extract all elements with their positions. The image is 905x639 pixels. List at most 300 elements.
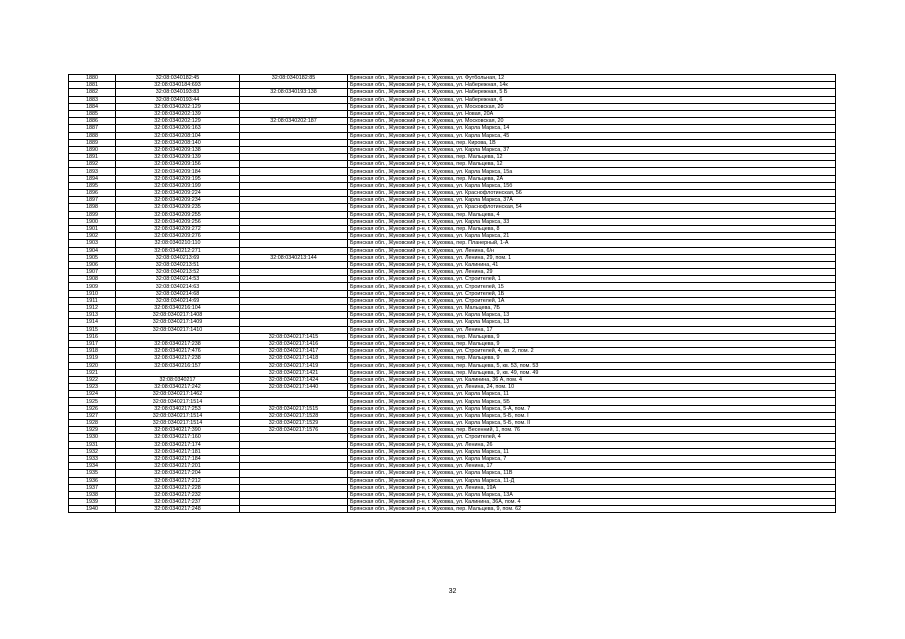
address-cell: Брянская обл., Жуковский р-н, г. Жуковка, пер. Мальцева, 4	[348, 211, 836, 218]
row-number-cell: 1936	[69, 477, 116, 484]
table-row	[69, 225, 836, 232]
related-cadastral-number-cell	[240, 434, 348, 441]
cadastral-number-cell: 32:08:0340193:44	[116, 96, 240, 103]
address-cell: Брянская обл., Жуковский р-н, г. Жуковка, ул. Карла Маркса, 11-Д	[348, 477, 836, 484]
address-cell: Брянская обл., Жуковский р-н, г. Жуковка, ул. Строителей, 4, кв. 2, пом. 2	[348, 348, 836, 355]
table-row	[69, 326, 836, 333]
cadastral-number-cell: 32:08:0340213:69	[116, 254, 240, 261]
related-cadastral-number-cell	[240, 305, 348, 312]
row-number-cell: 1932	[69, 448, 116, 455]
row-number-cell: 1927	[69, 412, 116, 419]
row-number-cell: 1912	[69, 305, 116, 312]
row-number-cell: 1895	[69, 182, 116, 189]
row-number-cell: 1887	[69, 125, 116, 132]
related-cadastral-number-cell: 32:08:0340217:1576	[240, 427, 348, 434]
related-cadastral-number-cell	[240, 276, 348, 283]
row-number-cell: 1890	[69, 146, 116, 153]
address-cell: Брянская обл., Жуковский р-н, г. Жуковка, ул. Краснофлотинская, 54	[348, 204, 836, 211]
address-cell: Брянская обл., Жуковский р-н, г. Жуковка, ул. Карла Маркса, 5-Б, пом. II	[348, 420, 836, 427]
row-number-cell: 1901	[69, 225, 116, 232]
related-cadastral-number-cell	[240, 146, 348, 153]
table-row	[69, 118, 836, 125]
cadastral-number-cell: 32:08:0340214:53	[116, 276, 240, 283]
related-cadastral-number-cell	[240, 491, 348, 498]
address-cell: Брянская обл., Жуковский р-н, г. Жуковка, пер. Мальцева, 9, пом. 62	[348, 506, 836, 513]
row-number-cell: 1903	[69, 240, 116, 247]
table-row	[69, 455, 836, 462]
page-number: 32	[448, 588, 457, 595]
related-cadastral-number-cell	[240, 261, 348, 268]
row-number-cell: 1923	[69, 384, 116, 391]
cadastral-number-cell: 32:08:0340208:104	[116, 132, 240, 139]
address-cell: Брянская обл., Жуковский р-н, г. Жуковка, ул. Строителей, 1	[348, 276, 836, 283]
address-cell: Брянская обл., Жуковский р-н, г. Жуковка, ул. Московская, 20	[348, 118, 836, 125]
row-number-cell: 1893	[69, 168, 116, 175]
row-number-cell: 1907	[69, 269, 116, 276]
table-row	[69, 340, 836, 347]
cadastral-number-cell: 32:08:0340214:69	[116, 297, 240, 304]
row-number-cell: 1899	[69, 211, 116, 218]
address-cell: Брянская обл., Жуковский р-н, г. Жуковка, пер. Мальцева, 2А	[348, 175, 836, 182]
related-cadastral-number-cell	[240, 139, 348, 146]
table-row	[69, 305, 836, 312]
related-cadastral-number-cell: 32:08:0340217:1415	[240, 333, 348, 340]
address-cell: Брянская обл., Жуковский р-н, г. Жуковка, пер. Мальцева, 5, кв. 53, пом. 53	[348, 362, 836, 369]
table-row	[69, 154, 836, 161]
table-row	[69, 82, 836, 89]
related-cadastral-number-cell	[240, 247, 348, 254]
address-cell: Брянская обл., Жуковский р-н, г. Жуковка, ул. Ленина, 6/н	[348, 247, 836, 254]
address-cell: Брянская обл., Жуковский р-н, г. Жуковка, ул. Карла Маркса, 15б	[348, 182, 836, 189]
address-cell: Брянская обл., Жуковский р-н, г. Жуковка, ул. Карла Маркса, 33	[348, 218, 836, 225]
address-cell: Брянская обл., Жуковский р-н, г. Жуковка, ул. Ленина, 29, пом. 1	[348, 254, 836, 261]
table-row	[69, 283, 836, 290]
related-cadastral-number-cell: 32:08:0340217:1416	[240, 340, 348, 347]
row-number-cell: 1914	[69, 319, 116, 326]
cadastral-number-cell: 32:08:0340217:1410	[116, 326, 240, 333]
table-row	[69, 427, 836, 434]
row-number-cell: 1891	[69, 154, 116, 161]
related-cadastral-number-cell	[240, 283, 348, 290]
cadastral-number-cell: 32:08:0340209:195	[116, 175, 240, 182]
row-number-cell: 1902	[69, 233, 116, 240]
row-number-cell: 1884	[69, 103, 116, 110]
cadastral-number-cell: 32:08:0340217:1514	[116, 420, 240, 427]
table-row	[69, 125, 836, 132]
cadastral-number-cell: 32:08:0340182:45	[116, 75, 240, 82]
related-cadastral-number-cell	[240, 125, 348, 132]
table-row	[69, 491, 836, 498]
row-number-cell: 1900	[69, 218, 116, 225]
row-number-cell: 1919	[69, 355, 116, 362]
row-number-cell: 1926	[69, 405, 116, 412]
row-number-cell: 1882	[69, 89, 116, 96]
row-number-cell: 1889	[69, 139, 116, 146]
row-number-cell: 1915	[69, 326, 116, 333]
row-number-cell: 1920	[69, 362, 116, 369]
table-row	[69, 146, 836, 153]
table-row	[69, 89, 836, 96]
related-cadastral-number-cell	[240, 240, 348, 247]
row-number-cell: 1886	[69, 118, 116, 125]
related-cadastral-number-cell: 32:08:0340217:1515	[240, 405, 348, 412]
table-row	[69, 434, 836, 441]
row-number-cell: 1928	[69, 420, 116, 427]
address-cell: Брянская обл., Жуковский р-н, г. Жуковка, ул. Карла Маркса, 11	[348, 448, 836, 455]
cadastral-number-cell: 32:08:0340217:212	[116, 477, 240, 484]
table-row	[69, 233, 836, 240]
address-cell: Брянская обл., Жуковский р-н, г. Жуковка, пер. Весенний, 1, пом. 76	[348, 427, 836, 434]
related-cadastral-number-cell	[240, 182, 348, 189]
cadastral-number-cell	[116, 333, 240, 340]
table-row	[69, 391, 836, 398]
cadastral-number-cell: 32:08:0340217:476	[116, 348, 240, 355]
address-cell: Брянская обл., Жуковский р-н, г. Жуковка, ул. Набережная, 6	[348, 96, 836, 103]
table-row	[69, 499, 836, 506]
cadastral-number-cell: 32:08:0340217:204	[116, 470, 240, 477]
row-number-cell: 1905	[69, 254, 116, 261]
cadastral-number-cell: 32:08:0340217:181	[116, 448, 240, 455]
table-row	[69, 168, 836, 175]
related-cadastral-number-cell	[240, 506, 348, 513]
row-number-cell: 1913	[69, 312, 116, 319]
related-cadastral-number-cell: 32:08:0340217:1418	[240, 355, 348, 362]
cadastral-number-cell: 32:08:0340209:255	[116, 211, 240, 218]
address-cell: Брянская обл., Жуковский р-н, г. Жуковка, ул. Карла Маркса, 21	[348, 233, 836, 240]
table-row	[69, 247, 836, 254]
row-number-cell: 1938	[69, 491, 116, 498]
address-cell: Брянская обл., Жуковский р-н, г. Жуковка, ул. Калинина, 36 А, пом. 4	[348, 376, 836, 383]
related-cadastral-number-cell	[240, 290, 348, 297]
address-cell: Брянская обл., Жуковский р-н, г. Жуковка, ул. Набережная, 14к	[348, 82, 836, 89]
table-row	[69, 96, 836, 103]
cadastral-number-cell: 32:08:0340202:129	[116, 103, 240, 110]
row-number-cell: 1904	[69, 247, 116, 254]
row-number-cell: 1924	[69, 391, 116, 398]
address-cell: Брянская обл., Жуковский р-н, г. Жуковка, пер. Мальцева, 12	[348, 161, 836, 168]
related-cadastral-number-cell	[240, 110, 348, 117]
table-row	[69, 132, 836, 139]
row-number-cell: 1897	[69, 197, 116, 204]
related-cadastral-number-cell	[240, 391, 348, 398]
row-number-cell: 1894	[69, 175, 116, 182]
cadastral-number-cell: 32:08:0340209:156	[116, 161, 240, 168]
cadastral-number-cell: 32:08:0340217:237	[116, 499, 240, 506]
address-cell: Брянская обл., Жуковский р-н, г. Жуковка, ул. Карла Маркса, 14	[348, 125, 836, 132]
address-cell: Брянская обл., Жуковский р-н, г. Жуковка, ул. Ленина, 17	[348, 326, 836, 333]
cadastral-number-cell	[116, 369, 240, 376]
address-cell: Брянская обл., Жуковский р-н, г. Жуковка, ул. Карла Маркса, 11В	[348, 470, 836, 477]
row-number-cell: 1922	[69, 376, 116, 383]
table-row	[69, 290, 836, 297]
cadastral-number-cell: 32:08:0340209:235	[116, 204, 240, 211]
related-cadastral-number-cell	[240, 218, 348, 225]
related-cadastral-number-cell: 32:08:0340202:187	[240, 118, 348, 125]
cadastral-number-cell: 32:08:0340212:271	[116, 247, 240, 254]
address-cell: Брянская обл., Жуковский р-н, г. Жуковка, ул. Московская, 20	[348, 103, 836, 110]
related-cadastral-number-cell: 32:08:0340213:144	[240, 254, 348, 261]
related-cadastral-number-cell	[240, 225, 348, 232]
cadastral-number-cell: 32:08:0340217:1462	[116, 391, 240, 398]
address-cell: Брянская обл., Жуковский р-н, г. Жуковка, ул. Ленина, 29	[348, 269, 836, 276]
cadastral-number-cell: 32:08:0340214:63	[116, 283, 240, 290]
table-row	[69, 312, 836, 319]
row-number-cell: 1881	[69, 82, 116, 89]
related-cadastral-number-cell	[240, 175, 348, 182]
related-cadastral-number-cell: 32:08:0340217:1528	[240, 412, 348, 419]
address-cell: Брянская обл., Жуковский р-н, г. Жуковка, ул. Калинина, 36А, пом. 4	[348, 499, 836, 506]
cadastral-number-cell: 32:08:0340217:242	[116, 384, 240, 391]
table-row	[69, 240, 836, 247]
row-number-cell: 1911	[69, 297, 116, 304]
related-cadastral-number-cell	[240, 190, 348, 197]
table-row	[69, 110, 836, 117]
related-cadastral-number-cell	[240, 470, 348, 477]
address-cell: Брянская обл., Жуковский р-н, г. Жуковка, ул. Карла Маркса, 5-Б, пом. I	[348, 412, 836, 419]
address-cell: Брянская обл., Жуковский р-н, г. Жуковка, пер. Мальцева, 12	[348, 154, 836, 161]
table-row	[69, 398, 836, 405]
address-cell: Брянская обл., Жуковский р-н, г. Жуковка, ул. Строителей, 4	[348, 434, 836, 441]
cadastral-number-cell: 32:08:0340217	[116, 376, 240, 383]
address-cell: Брянская обл., Жуковский р-н, г. Жуковка, ул. Футбольная, 12	[348, 75, 836, 82]
address-cell: Брянская обл., Жуковский р-н, г. Жуковка, ул. Строителей, 15	[348, 283, 836, 290]
related-cadastral-number-cell	[240, 161, 348, 168]
related-cadastral-number-cell	[240, 477, 348, 484]
related-cadastral-number-cell	[240, 319, 348, 326]
address-cell: Брянская обл., Жуковский р-н, г. Жуковка, ул. Строителей, 1А	[348, 297, 836, 304]
table-row	[69, 355, 836, 362]
address-cell: Брянская обл., Жуковский р-н, г. Жуковка, ул. Краснофлотинская, 56	[348, 190, 836, 197]
address-cell: Брянская обл., Жуковский р-н, г. Жуковка, пер. Планерный, 1-А	[348, 240, 836, 247]
related-cadastral-number-cell	[240, 269, 348, 276]
related-cadastral-number-cell	[240, 96, 348, 103]
cadastral-number-cell: 32:08:0340202:139	[116, 110, 240, 117]
cadastral-number-cell: 32:08:0340217:201	[116, 463, 240, 470]
table-row	[69, 412, 836, 419]
address-cell: Брянская обл., Жуковский р-н, г. Жуковка, ул. Ленина, 17	[348, 463, 836, 470]
table-row	[69, 75, 836, 82]
related-cadastral-number-cell	[240, 441, 348, 448]
cadastral-number-cell: 32:08:0340217:1408	[116, 312, 240, 319]
row-number-cell: 1909	[69, 283, 116, 290]
row-number-cell: 1888	[69, 132, 116, 139]
table-row	[69, 348, 836, 355]
address-cell: Брянская обл., Жуковский р-н, г. Жуковка, ул. Карла Маркса, 13А	[348, 491, 836, 498]
table-row	[69, 477, 836, 484]
table-row	[69, 319, 836, 326]
cadastral-number-cell: 32:08:0340208:140	[116, 139, 240, 146]
table-row	[69, 420, 836, 427]
table-row	[69, 384, 836, 391]
cadastral-number-cell: 32:08:0340206:163	[116, 125, 240, 132]
table-row	[69, 484, 836, 491]
row-number-cell: 1885	[69, 110, 116, 117]
related-cadastral-number-cell	[240, 82, 348, 89]
cadastral-number-cell: 32:08:0340216:104	[116, 305, 240, 312]
cadastral-number-cell: 32:08:0340209:184	[116, 168, 240, 175]
address-cell: Брянская обл., Жуковский р-н, г. Жуковка, ул. Карла Маркса, 11	[348, 391, 836, 398]
related-cadastral-number-cell: 32:08:0340217:1417	[240, 348, 348, 355]
table-row	[69, 441, 836, 448]
address-cell: Брянская обл., Жуковский р-н, г. Жуковка, ул. Карла Маркса, 5-А, пом. 7	[348, 405, 836, 412]
cadastral-table	[68, 74, 836, 513]
related-cadastral-number-cell	[240, 211, 348, 218]
related-cadastral-number-cell	[240, 168, 348, 175]
table-row	[69, 463, 836, 470]
cadastral-number-cell: 32:08:0340217:248	[116, 506, 240, 513]
row-number-cell: 1934	[69, 463, 116, 470]
cadastral-number-cell: 32:08:0340217:160	[116, 434, 240, 441]
cadastral-number-cell: 32:08:0340213:51	[116, 261, 240, 268]
related-cadastral-number-cell	[240, 297, 348, 304]
related-cadastral-number-cell	[240, 455, 348, 462]
address-cell: Брянская обл., Жуковский р-н, г. Жуковка, ул. Карла Маркса, 37	[348, 146, 836, 153]
row-number-cell: 1906	[69, 261, 116, 268]
table-row	[69, 362, 836, 369]
address-cell: Брянская обл., Жуковский р-н, г. Жуковка, ул. Строителей, 1Б	[348, 290, 836, 297]
row-number-cell: 1916	[69, 333, 116, 340]
table-row	[69, 297, 836, 304]
address-cell: Брянская обл., Жуковский р-н, г. Жуковка, пер. Мальцева, 9	[348, 355, 836, 362]
table-row	[69, 103, 836, 110]
row-number-cell: 1935	[69, 470, 116, 477]
cadastral-number-cell: 32:08:0340214:68	[116, 290, 240, 297]
related-cadastral-number-cell: 32:08:0340182:85	[240, 75, 348, 82]
address-cell: Брянская обл., Жуковский р-н, г. Жуковка, ул. Ленина, 19А	[348, 484, 836, 491]
related-cadastral-number-cell	[240, 154, 348, 161]
table-row	[69, 197, 836, 204]
cadastral-number-cell: 32:08:0340217:253	[116, 405, 240, 412]
table-row	[69, 139, 836, 146]
row-number-cell: 1908	[69, 276, 116, 283]
row-number-cell: 1933	[69, 455, 116, 462]
address-cell: Брянская обл., Жуковский р-н, г. Жуковка, ул. Карла Маркса, 5Б	[348, 398, 836, 405]
row-number-cell: 1892	[69, 161, 116, 168]
table-row	[69, 204, 836, 211]
table-row	[69, 161, 836, 168]
address-cell: Брянская обл., Жуковский р-н, г. Жуковка, ул. Карла Маркса, 45	[348, 132, 836, 139]
address-cell: Брянская обл., Жуковский р-н, г. Жуковка, ул. Ленина, 24, пом. 10	[348, 384, 836, 391]
address-cell: Брянская обл., Жуковский р-н, г. Жуковка, ул. Новая, 20А	[348, 110, 836, 117]
address-cell: Брянская обл., Жуковский р-н, г. Жуковка, пер. Мальцева, 8	[348, 225, 836, 232]
cadastral-number-cell: 32:08:0340209:276	[116, 233, 240, 240]
related-cadastral-number-cell	[240, 499, 348, 506]
table-row	[69, 175, 836, 182]
related-cadastral-number-cell	[240, 312, 348, 319]
related-cadastral-number-cell	[240, 448, 348, 455]
cadastral-number-cell: 32:08:0340217:390	[116, 427, 240, 434]
cadastral-number-cell: 32:08:0340209:224	[116, 190, 240, 197]
table-row	[69, 276, 836, 283]
table-row	[69, 376, 836, 383]
cadastral-number-cell: 32:08:0340213:52	[116, 269, 240, 276]
row-number-cell: 1931	[69, 441, 116, 448]
address-cell: Брянская обл., Жуковский р-н, г. Жуковка, пер. Мальцева, 9	[348, 340, 836, 347]
related-cadastral-number-cell: 32:08:0340217:1440	[240, 384, 348, 391]
address-cell: Брянская обл., Жуковский р-н, г. Жуковка, ул. Карла Маркса, 37А	[348, 197, 836, 204]
related-cadastral-number-cell: 32:08:0340217:1421	[240, 369, 348, 376]
address-cell: Брянская обл., Жуковский р-н, г. Жуковка, ул. Калинина, 41	[348, 261, 836, 268]
cadastral-number-cell: 32:08:0340217:184	[116, 455, 240, 462]
row-number-cell: 1925	[69, 398, 116, 405]
row-number-cell: 1896	[69, 190, 116, 197]
related-cadastral-number-cell	[240, 103, 348, 110]
cadastral-number-cell: 32:08:0340202:129	[116, 118, 240, 125]
cadastral-number-cell: 32:08:0340209:139	[116, 154, 240, 161]
row-number-cell: 1917	[69, 340, 116, 347]
row-number-cell: 1930	[69, 434, 116, 441]
address-cell: Брянская обл., Жуковский р-н, г. Жуковка, ул. Карла Маркса, 13	[348, 319, 836, 326]
related-cadastral-number-cell	[240, 197, 348, 204]
related-cadastral-number-cell: 32:08:0340217:1419	[240, 362, 348, 369]
table-row	[69, 369, 836, 376]
cadastral-number-cell: 32:08:0340217:228	[116, 484, 240, 491]
cadastral-number-cell: 32:08:0340217:238	[116, 355, 240, 362]
row-number-cell: 1929	[69, 427, 116, 434]
related-cadastral-number-cell	[240, 463, 348, 470]
table-row	[69, 405, 836, 412]
address-cell: Брянская обл., Жуковский р-н, г. Жуковка, ул. Карла Маркса, 7	[348, 455, 836, 462]
row-number-cell: 1898	[69, 204, 116, 211]
table-row	[69, 190, 836, 197]
row-number-cell: 1940	[69, 506, 116, 513]
address-cell: Брянская обл., Жуковский р-н, г. Жуковка, пер. Мальцева, 9	[348, 333, 836, 340]
cadastral-number-cell: 32:08:0340217:232	[116, 491, 240, 498]
address-cell: Брянская обл., Жуковский р-н, г. Жуковка, ул. Карла Маркса, 13	[348, 312, 836, 319]
cadastral-number-cell: 32:08:0340217:1514	[116, 398, 240, 405]
related-cadastral-number-cell: 32:08:0340193:138	[240, 89, 348, 96]
cadastral-number-cell: 32:08:0340209:256	[116, 218, 240, 225]
table-body	[69, 75, 836, 513]
row-number-cell: 1880	[69, 75, 116, 82]
table-row	[69, 333, 836, 340]
table-row	[69, 269, 836, 276]
address-cell: Брянская обл., Жуковский р-н, г. Жуковка, ул. Карла Маркса, 15а	[348, 168, 836, 175]
table-row	[69, 218, 836, 225]
address-cell: Брянская обл., Жуковский р-н, г. Жуковка, ул. Ленина, 26	[348, 441, 836, 448]
row-number-cell: 1883	[69, 96, 116, 103]
address-cell: Брянская обл., Жуковский р-н, г. Жуковка, ул. Мальцева, 7Б	[348, 305, 836, 312]
related-cadastral-number-cell	[240, 233, 348, 240]
related-cadastral-number-cell	[240, 398, 348, 405]
cadastral-number-cell: 32:08:0340209:234	[116, 197, 240, 204]
cadastral-number-cell: 32:08:0340184:693	[116, 82, 240, 89]
cadastral-number-cell: 32:08:0340217:1514	[116, 412, 240, 419]
cadastral-number-cell: 32:08:0340209:138	[116, 146, 240, 153]
address-cell: Брянская обл., Жуковский р-н, г. Жуковка, ул. Набережная, 5 Б	[348, 89, 836, 96]
address-cell: Брянская обл., Жуковский р-н, г. Жуковка, пер. Мальцева, 9, кв. 49, пом. 49	[348, 369, 836, 376]
address-cell: Брянская обл., Жуковский р-н, г. Жуковка, пер. Кирова, 1В	[348, 139, 836, 146]
related-cadastral-number-cell: 32:08:0340217:1529	[240, 420, 348, 427]
table-row	[69, 182, 836, 189]
row-number-cell: 1921	[69, 369, 116, 376]
related-cadastral-number-cell	[240, 326, 348, 333]
table-row	[69, 506, 836, 513]
cadastral-number-cell: 32:08:0340217:174	[116, 441, 240, 448]
row-number-cell: 1918	[69, 348, 116, 355]
cadastral-number-cell: 32:08:0340217:238	[116, 340, 240, 347]
table-row	[69, 448, 836, 455]
related-cadastral-number-cell	[240, 204, 348, 211]
table-row	[69, 470, 836, 477]
related-cadastral-number-cell	[240, 484, 348, 491]
cadastral-number-cell: 32:08:0340210:110	[116, 240, 240, 247]
related-cadastral-number-cell: 32:08:0340217:1424	[240, 376, 348, 383]
cadastral-number-cell: 32:08:0340216:157	[116, 362, 240, 369]
table-row	[69, 254, 836, 261]
table-row	[69, 261, 836, 268]
related-cadastral-number-cell	[240, 132, 348, 139]
